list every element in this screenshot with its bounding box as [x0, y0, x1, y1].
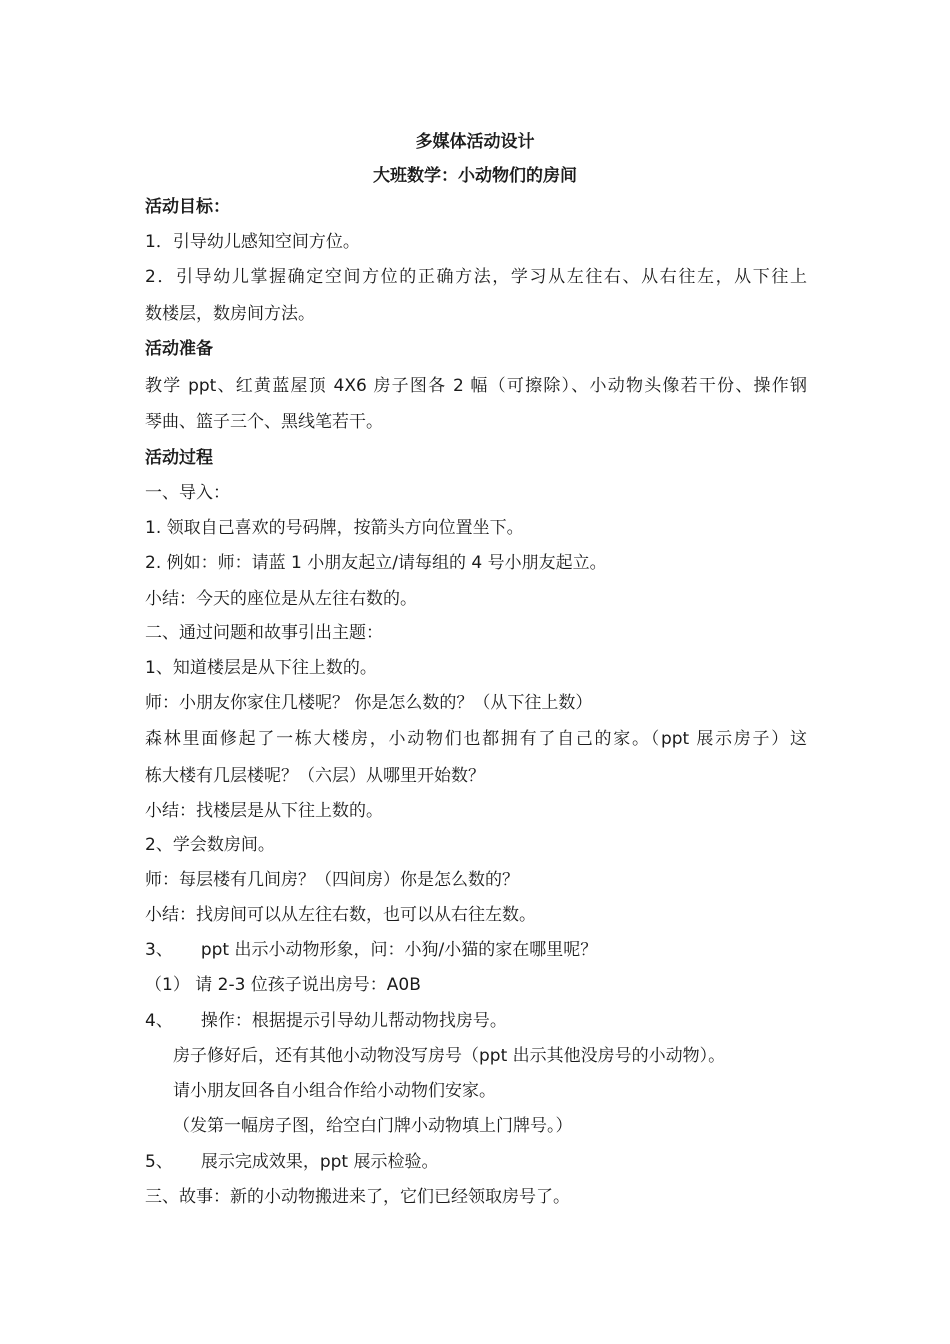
process-line: 一、导入： — [145, 483, 230, 503]
process-line — [145, 1011, 507, 1031]
process-line: 小结：找楼层是从下往上数的。 — [145, 801, 383, 821]
process-line: （发第一幅房子图，给空白门牌小动物填上门牌号。） — [173, 1116, 573, 1136]
section-heading-process: 活动过程 — [145, 448, 213, 468]
process-line: 小结：找房间可以从左往右数，也可以从右往左数。 — [145, 905, 536, 925]
item-text: ppt 出示小动物形象，问：小狗/小猫的家在哪里呢？ — [200, 940, 598, 960]
item-text: 展示完成效果，ppt 展示检验。 — [200, 1152, 439, 1172]
prep-line-2: 琴曲、篮子三个、黑线笔若干。 — [145, 412, 383, 432]
process-line: 三、故事：新的小动物搬进来了，它们已经领取房号了。 — [145, 1187, 570, 1207]
process-line: 1、知道楼层是从下往上数的。 — [145, 658, 377, 678]
process-line: 1. 领取自己喜欢的号码牌，按箭头方向位置坐下。 — [145, 518, 524, 538]
process-line: 2、学会数房间。 — [145, 835, 275, 855]
process-line: 房子修好后，还有其他小动物没写房号（ppt 出示其他没房号的小动物）。 — [173, 1046, 726, 1066]
document-title: 多媒体活动设计 — [415, 132, 535, 152]
process-line: 请小朋友回各自小组合作给小动物们安家。 — [173, 1081, 496, 1101]
prep-line-1: 教学 ppt、红黄蓝屋顶 4X6 房子图各 2 幅（可擦除）、小动物头像若干份、操作钢 — [145, 376, 807, 396]
process-line — [145, 940, 597, 960]
section-heading-goals: 活动目标： — [145, 197, 230, 217]
process-line: 小结：今天的座位是从左往右数的。 — [145, 589, 417, 609]
process-line: 森林里面修起了一栋大楼房，小动物们也都拥有了自己的家。（ppt 展示房子）这 — [145, 729, 807, 749]
process-line: 二、通过问题和故事引出主题： — [145, 623, 383, 643]
goal-item-2-line-2: 数楼层，数房间方法。 — [145, 304, 315, 324]
item-number: 3、 — [145, 940, 173, 960]
process-line: 栋大楼有几层楼呢？（六层）从哪里开始数？ — [145, 766, 485, 786]
section-heading-prep: 活动准备 — [145, 339, 213, 359]
process-line: 师：小朋友你家住几楼呢？ 你是怎么数的？（从下往上数） — [145, 693, 593, 713]
goal-item-1: 1．引导幼儿感知空间方位。 — [145, 232, 360, 252]
item-number: 4、 — [145, 1011, 173, 1031]
process-line — [145, 1152, 438, 1172]
item-text: 操作：根据提示引导幼儿帮动物找房号。 — [200, 1011, 507, 1031]
item-number: 5、 — [145, 1152, 173, 1172]
process-line: 2. 例如：师：请蓝 1 小朋友起立/请每组的 4 号小朋友起立。 — [145, 553, 607, 573]
process-line: 师：每层楼有几间房？（四间房）你是怎么数的？ — [145, 870, 519, 890]
document-subtitle: 大班数学：小动物们的房间 — [373, 166, 577, 186]
process-line: （1） 请 2-3 位孩子说出房号：A0B — [145, 975, 421, 995]
goal-item-2-line-1: 2．引导幼儿掌握确定空间方位的正确方法，学习从左往右、从右往左，从下往上 — [145, 267, 807, 287]
